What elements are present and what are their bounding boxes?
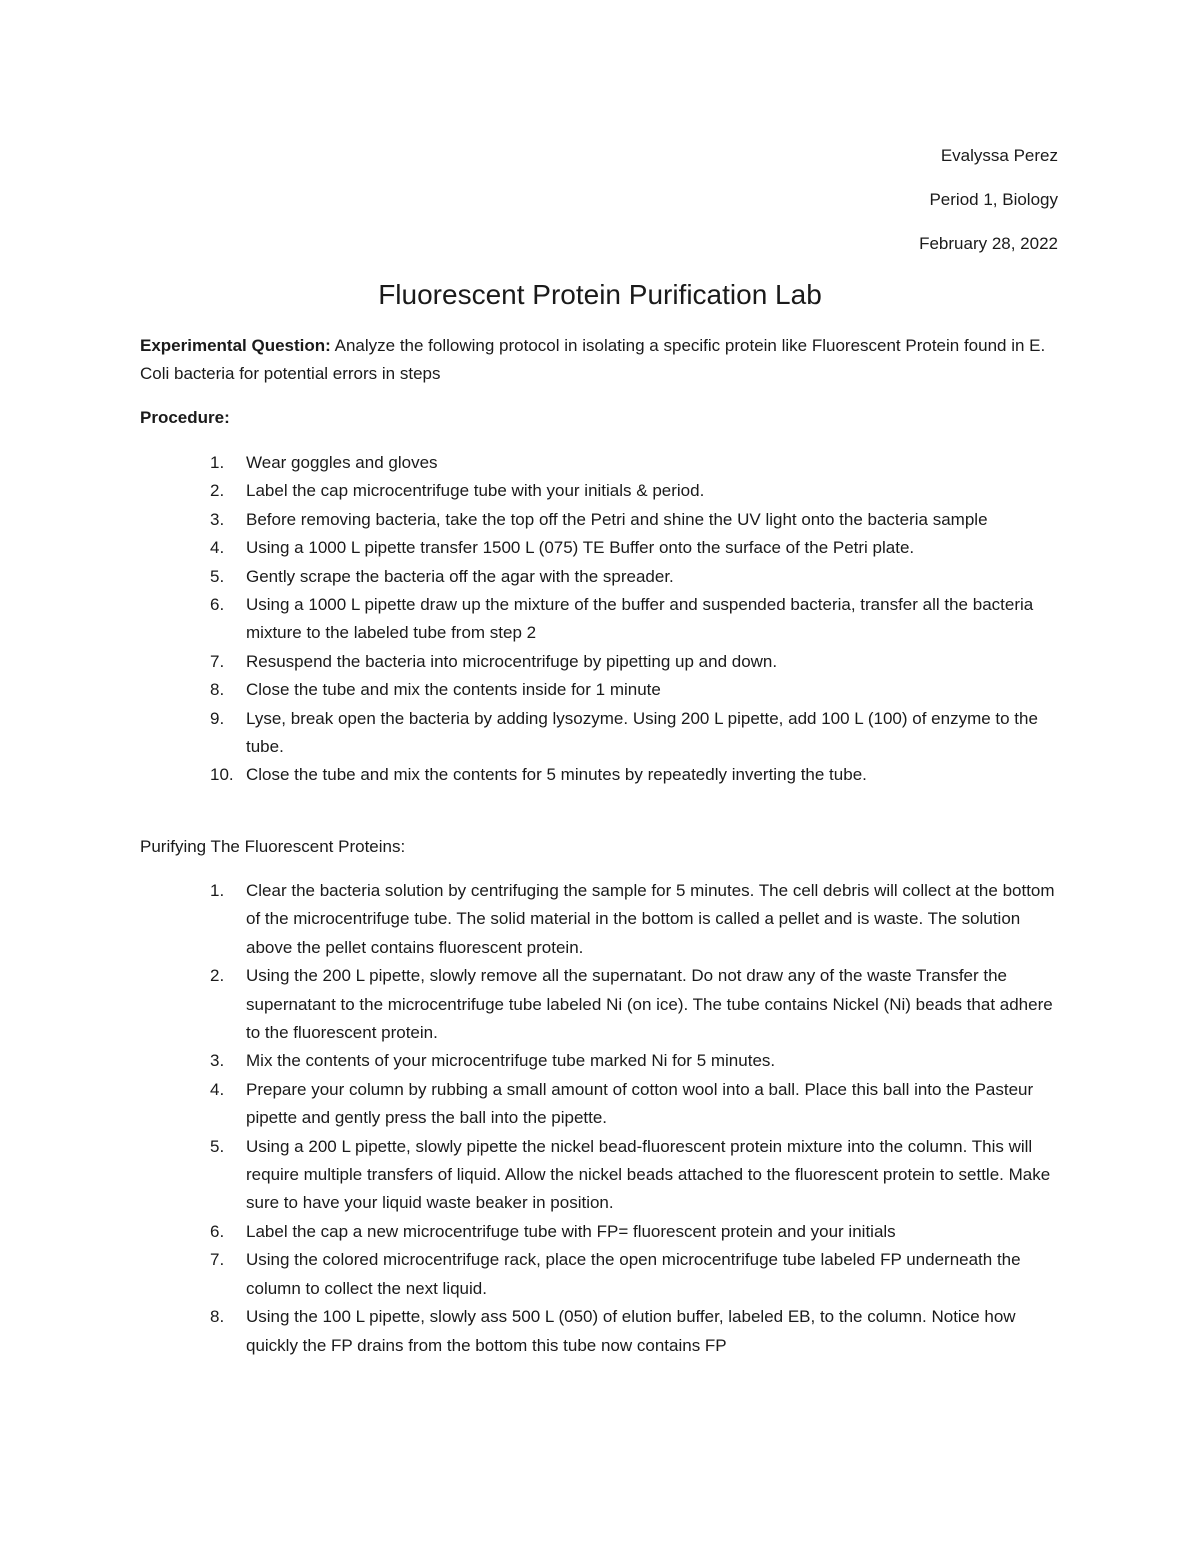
list-item-number: 2.: [210, 966, 225, 986]
experimental-question: [140, 332, 1060, 388]
list-item-number: 2.: [210, 481, 225, 501]
list-item-text: Close the tube and mix the contents for 5 minutes by repeatedly inverting the tube.: [246, 765, 867, 785]
list-item: [140, 1218, 1060, 1246]
list-item: [140, 449, 1060, 477]
list-item-text: Using a 1000 L pipette draw up the mixture of the buffer and suspended bacteria, transfer all the bacteria mixture to the labeled tube from step 2: [246, 595, 1034, 643]
procedure-list: [140, 449, 1060, 790]
purifying-list: [140, 877, 1060, 1360]
list-item: [140, 506, 1060, 534]
list-item-number: 3.: [210, 1051, 225, 1071]
list-item-text: Mix the contents of your microcentrifuge tube marked Ni for 5 minutes.: [246, 1051, 776, 1071]
author-header: [919, 145, 1058, 277]
list-item-number: 10.: [210, 765, 234, 785]
list-item-number: 8.: [210, 680, 225, 700]
list-item-number: 1.: [210, 453, 225, 472]
list-item-text: Lyse, break open the bacteria by adding lysozyme. Using 200 L pipette, add 100 L (100) of enzyme to the tube.: [246, 708, 1038, 757]
list-item-text: Wear goggles and gloves: [246, 453, 438, 472]
question-label: Experimental Question: [140, 336, 326, 355]
list-item: [140, 1246, 1060, 1303]
document-title: Fluorescent Protein Purification Lab: [378, 279, 822, 310]
purifying-heading: Purifying The Fluorescent Proteins:: [140, 837, 406, 856]
list-item-number: 3.: [210, 509, 225, 529]
list-item: [140, 563, 1060, 591]
list-item-number: 4.: [210, 1079, 225, 1099]
procedure-heading: Procedure:: [140, 408, 230, 427]
list-item: [140, 534, 1060, 562]
list-item-text: Close the tube and mix the contents inside for 1 minute: [246, 680, 661, 700]
list-item-number: 6.: [210, 595, 225, 615]
list-item: [140, 648, 1060, 676]
list-item: [140, 1047, 1060, 1075]
list-item-number: 5.: [210, 566, 225, 586]
list-item-number: 7.: [210, 651, 225, 671]
list-item-number: 4.: [210, 538, 225, 558]
list-item-text: Using a 200 L pipette, slowly pipette the nickel bead-fluorescent protein mixture into the column. This will require multiple transfers of liquid. Allow the nickel beads attached to the fluorescent protein to settle. Make sure to have your liquid waste beaker in position.: [246, 1136, 1051, 1213]
list-item: [140, 962, 1060, 1047]
list-item-number: 5.: [210, 1136, 225, 1156]
question-text: Analyze the following protocol in isolating a specific protein like Fluorescent Protein found in E. Coli bacteria for potential errors in steps: [140, 336, 1046, 383]
list-item-text: Label the cap a new microcentrifuge tube with FP= fluorescent protein and your initials: [246, 1221, 896, 1241]
list-item-text: Label the cap microcentrifuge tube with your initials & period.: [246, 481, 705, 501]
list-item: [140, 705, 1060, 762]
class-period: Period 1, Biology: [929, 190, 1058, 209]
list-item: [140, 1076, 1060, 1133]
list-item-number: 8.: [210, 1307, 225, 1327]
list-item: [140, 877, 1060, 962]
list-item-number: 1.: [210, 881, 225, 900]
list-item-text: Using the 200 L pipette, slowly remove all the supernatant. Do not draw any of the waste Transfer the supernatant to the microcentrifuge tube labeled Ni (on ice). The tube contains Nickel (Ni) beads that adhere to the fluorescent protein.: [246, 966, 1053, 1043]
list-item-text: Using the colored microcentrifuge rack, place the open microcentrifuge tube labeled FP underneath the column to collect the next liquid.: [246, 1250, 1021, 1298]
list-item-text: Using a 1000 L pipette transfer 1500 L (075) TE Buffer onto the surface of the Petri plate.: [246, 538, 915, 558]
list-item-text: Resuspend the bacteria into microcentrifuge by pipetting up and down.: [246, 651, 778, 671]
document-date: February 28, 2022: [919, 234, 1058, 253]
question-colon: :: [325, 336, 331, 355]
author-name: Evalyssa Perez: [940, 146, 1058, 165]
list-item-text: Gently scrape the bacteria off the agar with the spreader.: [246, 566, 674, 586]
list-item-text: Prepare your column by rubbing a small amount of cotton wool into a ball. Place this ball into the Pasteur pipette and gently press the ball into the pipette.: [246, 1079, 1034, 1128]
list-item-number: 7.: [210, 1250, 225, 1270]
list-item: [140, 1303, 1060, 1360]
list-item-text: Before removing bacteria, take the top off the Petri and shine the UV light onto the bacteria sample: [246, 509, 988, 529]
list-item: [140, 676, 1060, 704]
list-item: [140, 591, 1060, 648]
list-item: [140, 1133, 1060, 1218]
list-item-text: Clear the bacteria solution by centrifuging the sample for 5 minutes. The cell debris will collect at the bottom of the microcentrifuge tube. The solid material in the bottom is called a pellet and is waste. The solution above the pellet contains fluorescent protein.: [246, 881, 1055, 957]
list-item-text: Using the 100 L pipette, slowly ass 500 L (050) of elution buffer, labeled EB, to the column. Notice how quickly the FP drains from the bottom this tube now contains FP: [246, 1307, 1016, 1355]
list-item-number: 9.: [210, 708, 225, 728]
list-item-number: 6.: [210, 1221, 225, 1241]
list-item: [140, 761, 1060, 789]
list-item: [140, 477, 1060, 505]
